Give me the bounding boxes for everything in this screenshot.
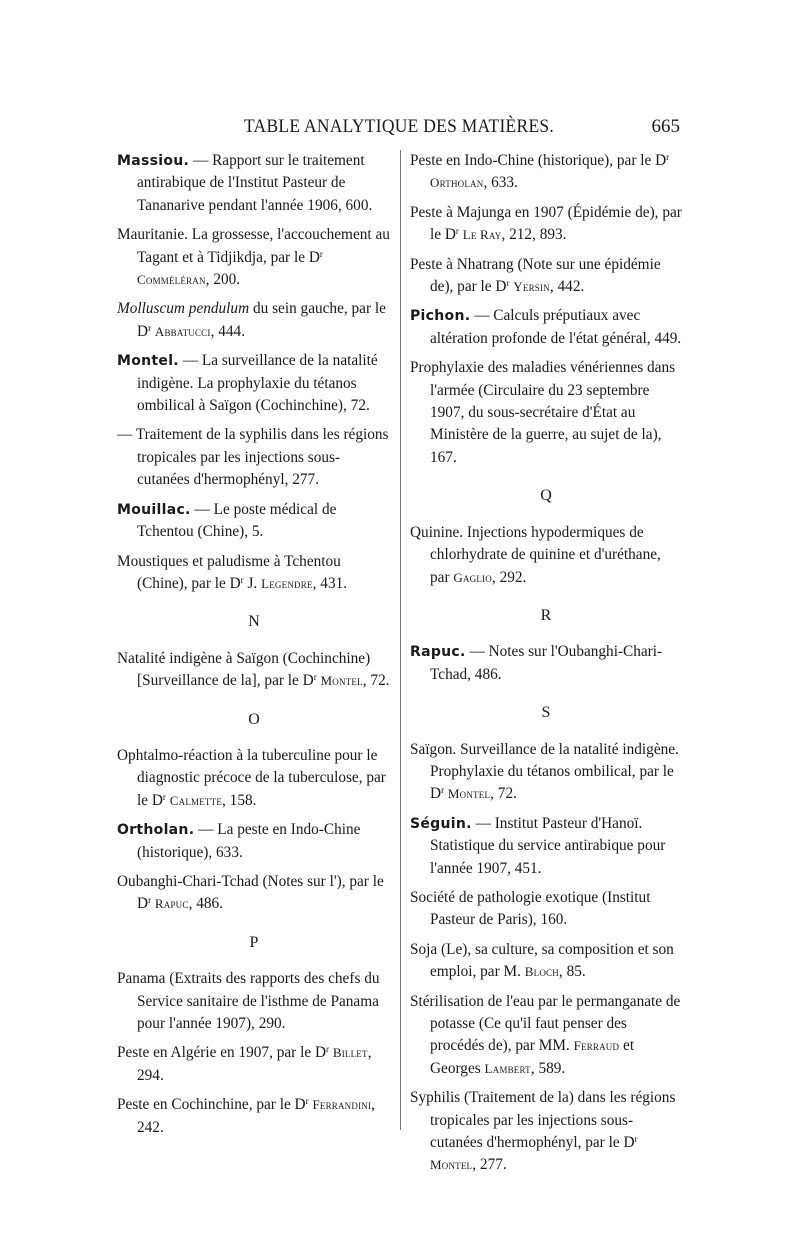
entry-text: et Georges [430, 1037, 635, 1077]
entry-name: Yersin [513, 279, 550, 295]
entry-author: Ortholan. [117, 822, 195, 839]
page-header [120, 116, 680, 144]
entry-name: Bloch [524, 964, 559, 980]
entry-text: Peste à Majunga en 1907 (Épidémie de), par le D [410, 203, 682, 244]
entry-superscript: r [455, 226, 459, 237]
index-entry [117, 871, 391, 916]
entry-text: Moustiques et paludisme à Tchentou (Chine), par le D [117, 552, 341, 592]
index-entry [410, 522, 682, 589]
entry-text: , 294. [137, 1044, 372, 1084]
index-entry [117, 1094, 391, 1139]
entry-name: Billet [332, 1045, 368, 1061]
index-entry [117, 150, 391, 217]
entry-text: , 431. [312, 574, 348, 592]
entry-italic: Molluscum pendulum [117, 300, 250, 318]
entry-name: Le Ray [462, 227, 502, 243]
entry-text: Ophtalmo-réaction à la tuberculine pour le diagnostic précoce de la tuberculose, par le D [117, 746, 386, 809]
entry-superscript: r [162, 791, 166, 802]
entry-text: Peste en Indo-Chine (historique), par le D [410, 152, 667, 169]
entry-name: Gaglio [453, 569, 492, 585]
column-divider [400, 150, 401, 1130]
entry-author: Séguin. [410, 815, 472, 832]
entry-text: Société de pathologie exotique (Institut Pasteur de Paris), 160. [410, 888, 651, 929]
entry-text: , 444. [210, 322, 246, 340]
page-number: 665 [651, 116, 680, 137]
entry-text: J. [243, 574, 262, 592]
index-entry [117, 424, 391, 491]
entry-superscript: r [148, 895, 152, 906]
section-letter: R [540, 606, 552, 624]
entry-name: Calmette [169, 792, 223, 808]
section-letter: S [541, 704, 551, 722]
entry-text: Natalité indigène à Saïgon (Cochinchine) [Surveillance de la], par le D [117, 649, 371, 690]
entry-text: Prophylaxie des maladies vénériennes dans l'armée (Circulaire du 23 septembre 1907, du sous-secrétaire d'État au Ministère de la guerre, au sujet de la), 167. [410, 359, 676, 466]
entry-text: Stérilisation de l'eau par le permanganate de potasse (Ce qu'il faut penser des procédés de), par MM. [410, 992, 681, 1055]
entry-text: , 212, 893. [501, 226, 567, 244]
entry-text: — La peste en Indo-Chine (historique), 633. [137, 821, 361, 861]
entry-text: Oubanghi-Chari-Tchad (Notes sur l'), par le D [117, 872, 384, 913]
entry-superscript: r [240, 574, 244, 585]
entry-author: Pichon. [410, 308, 471, 325]
entry-superscript: r [313, 672, 317, 683]
index-entry [117, 819, 391, 864]
index-entry [410, 150, 682, 195]
running-title: TABLE ANALYTIQUE DES MATIÈRES. [244, 116, 555, 137]
section-letter: O [248, 710, 260, 728]
entry-superscript: r [506, 278, 510, 289]
entry-text: — Le poste médical de Tchentou (Chine), 5. [137, 500, 337, 541]
index-entry [410, 254, 682, 299]
entry-text: Peste en Algérie en 1907, par le D [117, 1044, 326, 1062]
entry-author: Massiou. [117, 153, 190, 169]
index-entry [410, 991, 682, 1081]
entry-text: , 633. [483, 174, 518, 192]
index-entry [117, 1042, 391, 1087]
entry-text: du sein gauche, par le D [137, 300, 386, 340]
entry-text: — Traitement de la syphilis dans les régions tropicales par les injections sous-cutanées d'hermophényl, 277. [117, 426, 389, 489]
entry-superscript: r [148, 322, 152, 333]
entry-text: , 242. [137, 1096, 375, 1136]
entry-superscript: r [319, 248, 323, 259]
index-entry [410, 641, 682, 686]
entry-text: Panama (Extraits des rapports des chefs du Service sanitaire de l'isthme de Panama pour l'année 1907), 290. [117, 970, 380, 1032]
entry-text: , 442. [549, 278, 585, 296]
index-entry [117, 350, 391, 417]
entry-text: Soja (Le), sa culture, sa composition et son emploi, par M. [410, 940, 674, 981]
entry-text: — Calculs préputiaux avec altération profonde de l'état général, 449. [430, 307, 682, 347]
right-column [410, 150, 682, 1184]
index-entry [410, 305, 682, 350]
entry-name: Lambert [484, 1060, 531, 1076]
index-entry [410, 202, 682, 247]
entry-text: Mauritanie. La grossesse, l'accouchement au Tagant et à Tidjikdja, par le D [117, 226, 390, 266]
entry-name: Montel [320, 673, 363, 689]
entry-text: , 589. [530, 1059, 566, 1077]
entry-name: Ferrandini [312, 1097, 372, 1113]
entry-text: — Notes sur l'Oubanghi-Chari-Tchad, 486. [430, 643, 663, 683]
entry-author: Mouillac. [117, 501, 191, 518]
entry-text: Quinine. Injections hypodermiques de chlorhydrate de quinine et d'uréthane, par [410, 523, 661, 586]
entry-superscript: r [666, 152, 670, 162]
entry-text: , 85. [558, 963, 586, 981]
entry-text: — La surveillance de la natalité indigène. La prophylaxie du tétanos ombilical à Saïgon (Cochinchine), 72. [137, 352, 378, 415]
index-entry [117, 745, 391, 812]
entry-superscript: r [305, 1096, 309, 1107]
index-entry [410, 939, 682, 984]
entry-superscript: r [441, 785, 445, 796]
index-entry [410, 887, 682, 932]
section-letter: Q [540, 487, 552, 505]
entry-name: Comméléran [137, 272, 206, 288]
entry-text: Peste à Nhatrang (Note sur une épidémie de), par le D [410, 255, 661, 296]
entry-superscript: r [326, 1044, 329, 1055]
index-entry [117, 499, 391, 544]
entry-name: Rapuc [154, 896, 189, 912]
entry-text: , 292. [491, 568, 527, 586]
entry-name: Montel [430, 1157, 473, 1173]
index-entry [410, 813, 682, 880]
entry-name: Legendre [261, 575, 313, 591]
entry-text: , 277. [472, 1156, 507, 1174]
entry-name: Ortholan [430, 175, 484, 191]
entry-author: Montel. [117, 353, 179, 370]
entry-text: — Rapport sur le traitement antirabique de l'Institut Pasteur de Tananarive pendant l'année 1906, 600. [137, 152, 373, 214]
index-entry [117, 968, 391, 1035]
entry-text: , 72. [490, 785, 517, 803]
index-entry [117, 224, 391, 291]
entry-text: Syphilis (Traitement de la) dans les régions tropicales par les injections sous-cutanées d'hermophényl, par le D [410, 1089, 676, 1152]
entry-name: Montel [447, 786, 491, 802]
index-entry [117, 298, 391, 343]
entry-text: Peste en Cochinchine, par le D [117, 1096, 306, 1114]
entry-text: , 486. [188, 895, 223, 913]
index-entry [117, 551, 391, 596]
entry-name: Ferraud [573, 1038, 620, 1054]
entry-text: , 158. [222, 791, 257, 809]
index-entry [410, 1087, 682, 1177]
index-entry [410, 739, 682, 806]
index-entry [117, 648, 391, 693]
left-column [117, 150, 391, 1146]
entry-text: , 200. [205, 271, 241, 289]
section-letter: N [248, 613, 260, 631]
entry-author: Rapuc. [410, 644, 466, 661]
entry-text: , 72. [362, 672, 390, 690]
entry-superscript: r [634, 1134, 638, 1145]
entry-text: Saïgon. Surveillance de la natalité indigène. Prophylaxie du tétanos ombilical, par le D [410, 740, 679, 803]
section-letter: P [249, 933, 259, 951]
entry-name: Abbatucci [154, 323, 211, 339]
index-entry [410, 357, 682, 469]
entry-text: — Institut Pasteur d'Hanoï. Statistique du service antirabique pour l'année 1907, 451. [430, 814, 666, 877]
